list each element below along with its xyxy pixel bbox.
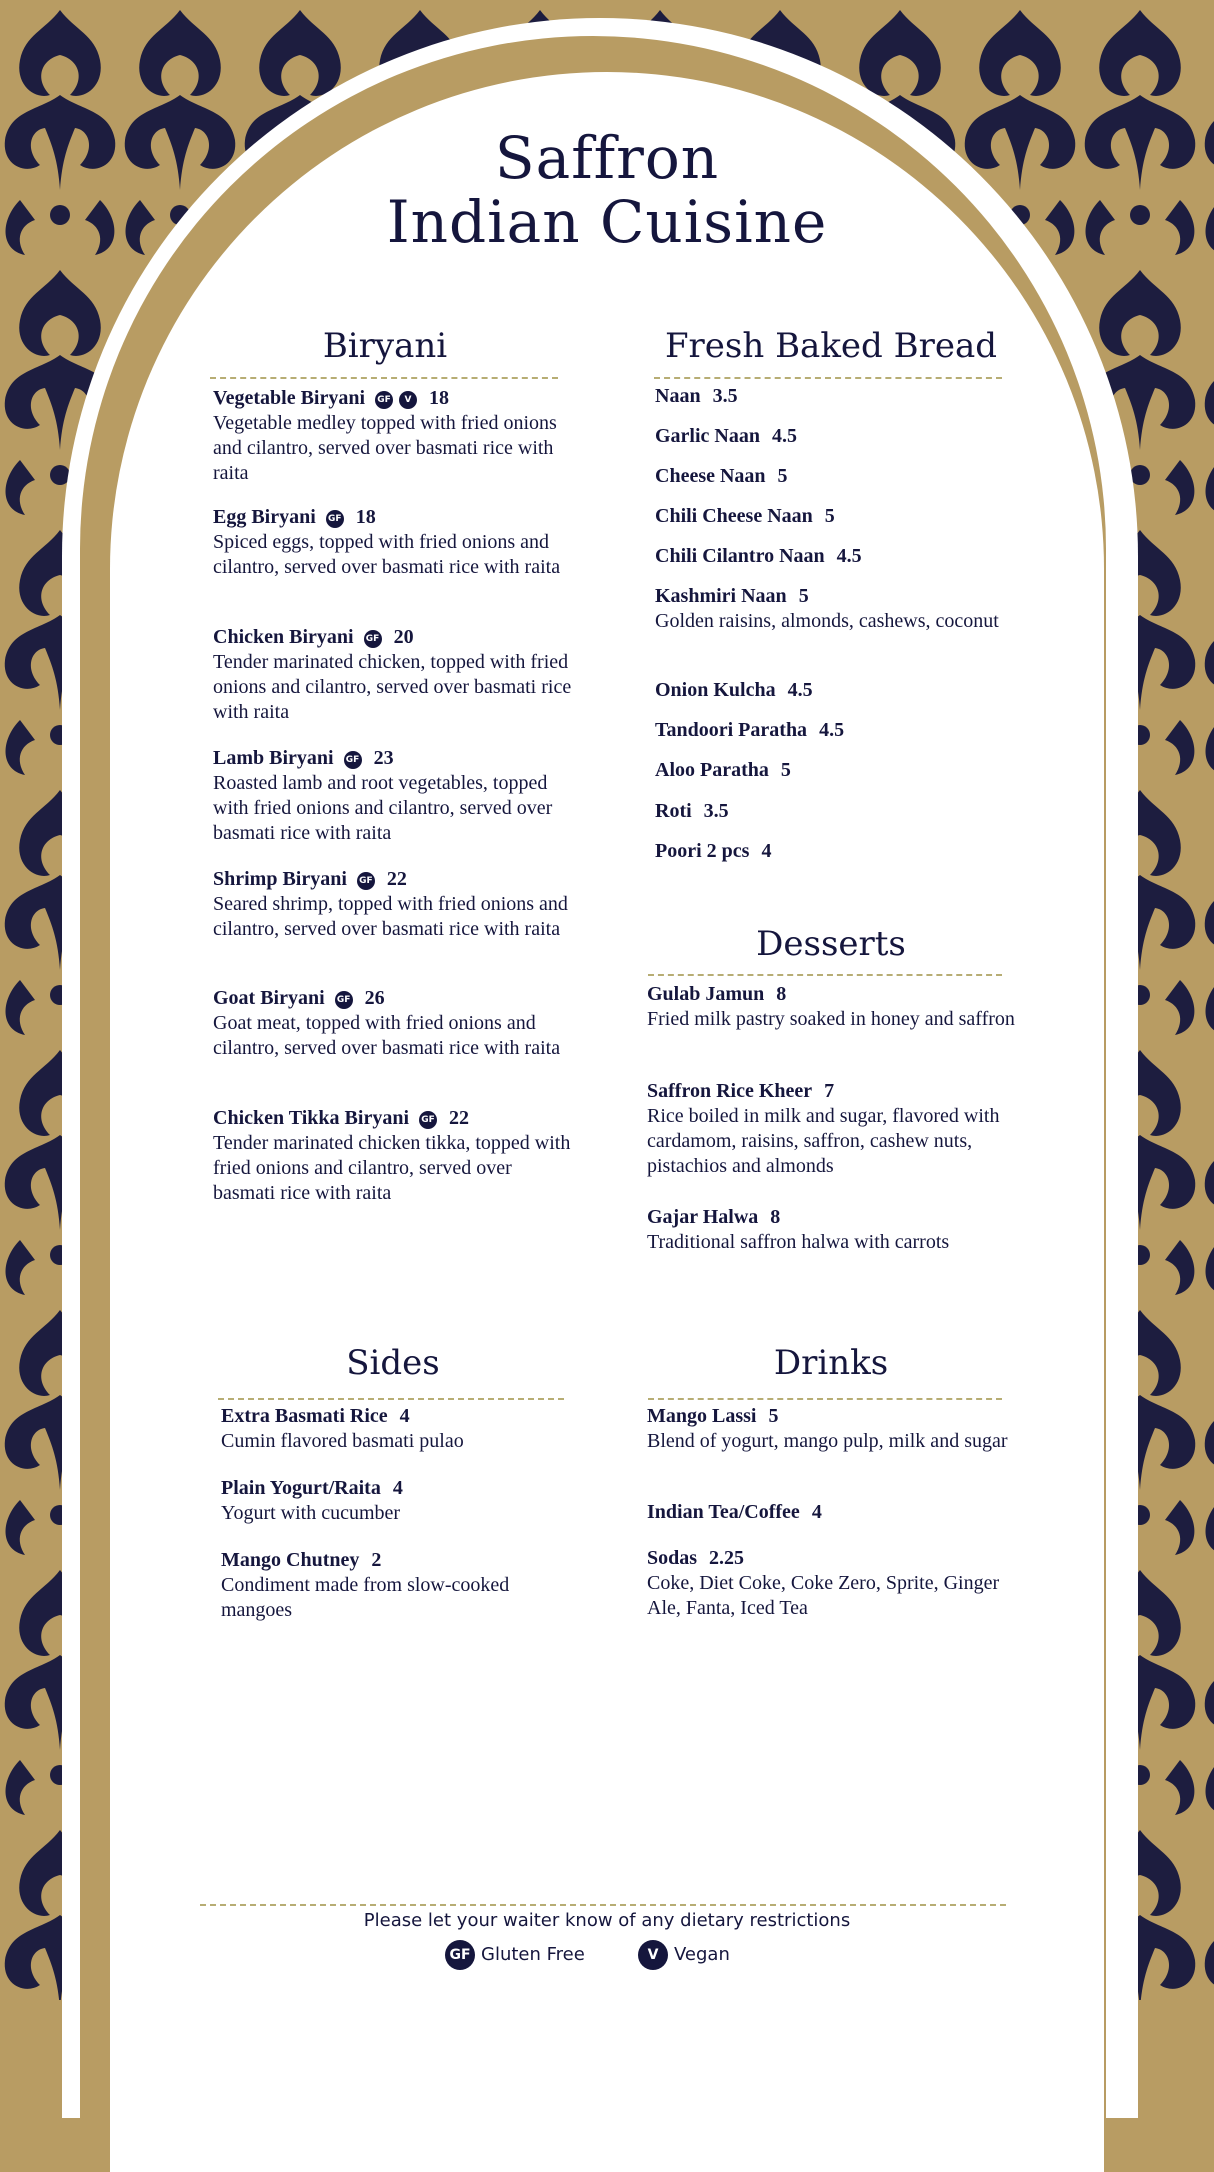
item-name: Poori 2 pcs bbox=[655, 840, 750, 862]
gluten-free-icon: GF bbox=[419, 1111, 437, 1129]
menu-item bbox=[647, 1404, 1017, 1454]
menu-item bbox=[655, 584, 1000, 634]
gluten-free-icon: GF bbox=[326, 510, 344, 528]
item-name: Onion Kulcha bbox=[655, 679, 776, 701]
item-name: Naan bbox=[655, 385, 701, 407]
item-name: Plain Yogurt/Raita bbox=[221, 1477, 381, 1499]
menu-item bbox=[221, 1404, 581, 1454]
legend-vegan bbox=[638, 1940, 730, 1970]
item-description: Yogurt with cucumber bbox=[221, 1502, 401, 1524]
menu-item bbox=[647, 1546, 1017, 1621]
gluten-free-icon: GF bbox=[364, 630, 382, 648]
item-name: Aloo Paratha bbox=[655, 759, 769, 781]
bread-heading: Fresh Baked Bread bbox=[664, 326, 998, 366]
item-name: Garlic Naan bbox=[655, 425, 760, 447]
item-description: Seared shrimp, topped with fried onions and cilantro, served over basmati rice with raita bbox=[213, 893, 568, 940]
item-name: Vegetable Biryani bbox=[213, 387, 366, 409]
item-description: Condiment made from slow-cooked mangoes bbox=[221, 1574, 510, 1621]
item-name: Lamb Biryani bbox=[213, 747, 334, 769]
item-description: Coke, Diet Coke, Coke Zero, Sprite, Ginger Ale, Fanta, Iced Tea bbox=[647, 1572, 1000, 1619]
drinks-heading: Drinks bbox=[773, 1343, 889, 1383]
item-name: Saffron Rice Kheer bbox=[647, 1080, 813, 1102]
menu-item bbox=[213, 1106, 575, 1206]
item-name: Mango Chutney bbox=[221, 1549, 360, 1571]
menu-item bbox=[221, 1476, 581, 1526]
item-name: Chicken Tikka Biryani bbox=[213, 1107, 409, 1129]
item-name: Gulab Jamun bbox=[647, 983, 765, 1005]
vegan-icon: V bbox=[399, 391, 417, 409]
menu-item bbox=[647, 1079, 1017, 1179]
item-price: 5 bbox=[777, 465, 788, 487]
item-description: Blend of yogurt, mango pulp, milk and sugar bbox=[647, 1430, 1008, 1452]
vegan-icon: V bbox=[638, 1940, 668, 1970]
item-price: 5 bbox=[798, 585, 809, 607]
item-price: 3.5 bbox=[712, 385, 738, 407]
item-price: 2 bbox=[371, 1549, 382, 1571]
legend-gluten-free bbox=[445, 1940, 585, 1970]
item-name: Roti bbox=[655, 800, 692, 822]
gluten-free-icon: GF bbox=[375, 391, 393, 409]
menu-item bbox=[647, 1500, 1017, 1525]
item-name: Sodas bbox=[647, 1547, 698, 1569]
item-name: Tandoori Paratha bbox=[655, 719, 808, 741]
item-name: Chicken Biryani bbox=[213, 626, 354, 648]
sides-heading: Sides bbox=[346, 1343, 440, 1383]
menu-item bbox=[213, 625, 575, 725]
menu-item bbox=[655, 839, 1000, 864]
item-name: Chili Cilantro Naan bbox=[655, 545, 825, 567]
item-price: 4 bbox=[392, 1477, 403, 1499]
item-price: 5 bbox=[780, 759, 791, 781]
item-price: 22 bbox=[386, 868, 407, 890]
item-price: 18 bbox=[355, 506, 376, 528]
item-price: 26 bbox=[364, 987, 385, 1009]
menu-item bbox=[655, 799, 1000, 824]
menu-item bbox=[213, 986, 575, 1061]
item-description: Golden raisins, almonds, cashews, coconut bbox=[655, 610, 999, 632]
biryani-divider bbox=[210, 377, 558, 379]
menu-item bbox=[655, 758, 1000, 783]
menu-item bbox=[647, 1205, 1017, 1255]
item-description: Goat meat, topped with fried onions and cilantro, served over basmati rice with raita bbox=[213, 1012, 561, 1059]
menu-item bbox=[655, 504, 1000, 529]
item-price: 4.5 bbox=[819, 719, 845, 741]
item-name: Egg Biryani bbox=[213, 506, 316, 528]
item-name: Indian Tea/Coffee bbox=[647, 1501, 800, 1523]
menu-item bbox=[213, 386, 575, 486]
item-price: 3.5 bbox=[703, 800, 729, 822]
legend-label: Vegan bbox=[674, 1944, 730, 1965]
item-price: 4.5 bbox=[787, 679, 813, 701]
gluten-free-icon: GF bbox=[357, 872, 375, 890]
item-description: Fried milk pastry soaked in honey and saffron bbox=[647, 1008, 1015, 1030]
item-name: Chili Cheese Naan bbox=[655, 505, 813, 527]
menu-item bbox=[213, 505, 575, 580]
item-description: Traditional saffron halwa with carrots bbox=[647, 1231, 950, 1253]
item-price: 4 bbox=[399, 1405, 410, 1427]
item-name: Cheese Naan bbox=[655, 465, 766, 487]
gluten-free-icon: GF bbox=[335, 991, 353, 1009]
item-price: 8 bbox=[770, 1206, 781, 1228]
menu-item bbox=[655, 464, 1000, 489]
menu-item bbox=[213, 746, 575, 846]
menu-item bbox=[647, 982, 1017, 1032]
menu-item bbox=[213, 867, 575, 942]
menu-item bbox=[655, 678, 1000, 703]
restaurant-name: Saffron bbox=[494, 124, 720, 192]
menu-item bbox=[655, 384, 1000, 409]
drinks-divider bbox=[648, 1398, 1002, 1400]
item-price: 20 bbox=[393, 626, 414, 648]
item-description: Vegetable medley topped with fried onions and cilantro, served over basmati rice with raita bbox=[213, 412, 557, 484]
item-price: 5 bbox=[824, 505, 835, 527]
gluten-free-icon: GF bbox=[445, 1940, 475, 1970]
item-price: 23 bbox=[373, 747, 394, 769]
desserts-heading: Desserts bbox=[756, 924, 906, 964]
legend-label: Gluten Free bbox=[481, 1944, 585, 1965]
gluten-free-icon: GF bbox=[344, 751, 362, 769]
item-price: 8 bbox=[776, 983, 787, 1005]
item-description: Cumin flavored basmati pulao bbox=[221, 1430, 464, 1452]
item-name: Extra Basmati Rice bbox=[221, 1405, 388, 1427]
biryani-heading: Biryani bbox=[322, 326, 448, 366]
dietary-note: Please let your waiter know of any dietary restrictions bbox=[363, 1910, 851, 1931]
item-description: Roasted lamb and root vegetables, topped with fried onions and cilantro, served over basmati rice with raita bbox=[213, 772, 553, 844]
item-price: 22 bbox=[449, 1107, 469, 1129]
item-description: Rice boiled in milk and sugar, flavored with cardamom, raisins, saffron, cashew nuts, pistachios and almonds bbox=[647, 1105, 1000, 1177]
item-price: 4 bbox=[761, 840, 772, 862]
item-name: Kashmiri Naan bbox=[655, 585, 787, 607]
item-price: 5 bbox=[768, 1405, 779, 1427]
desserts-divider bbox=[648, 974, 1002, 976]
item-price: 4.5 bbox=[772, 425, 797, 447]
menu-item bbox=[221, 1548, 581, 1623]
item-description: Tender marinated chicken, topped with fried onions and cilantro, served over basmati rice with raita bbox=[213, 651, 572, 723]
item-name: Mango Lassi bbox=[647, 1405, 757, 1427]
item-price: 2.25 bbox=[709, 1547, 745, 1569]
menu-item bbox=[655, 544, 1000, 569]
item-name: Gajar Halwa bbox=[647, 1206, 759, 1228]
item-price: 18 bbox=[429, 387, 450, 409]
sides-divider bbox=[218, 1398, 564, 1400]
bread-divider bbox=[654, 377, 1002, 379]
item-name: Goat Biryani bbox=[213, 987, 325, 1009]
menu-item bbox=[655, 718, 1000, 743]
item-name: Shrimp Biryani bbox=[213, 868, 347, 890]
restaurant-subtitle: Indian Cuisine bbox=[386, 188, 828, 256]
item-price: 7 bbox=[824, 1080, 835, 1102]
item-price: 4 bbox=[811, 1501, 822, 1523]
menu-item bbox=[655, 424, 1000, 449]
item-price: 4.5 bbox=[836, 545, 862, 567]
item-description: Tender marinated chicken tikka, topped with fried onions and cilantro, served over basmati rice with raita bbox=[213, 1132, 571, 1204]
footer-divider bbox=[200, 1904, 1006, 1906]
item-description: Spiced eggs, topped with fried onions and cilantro, served over basmati rice with raita bbox=[213, 531, 561, 578]
